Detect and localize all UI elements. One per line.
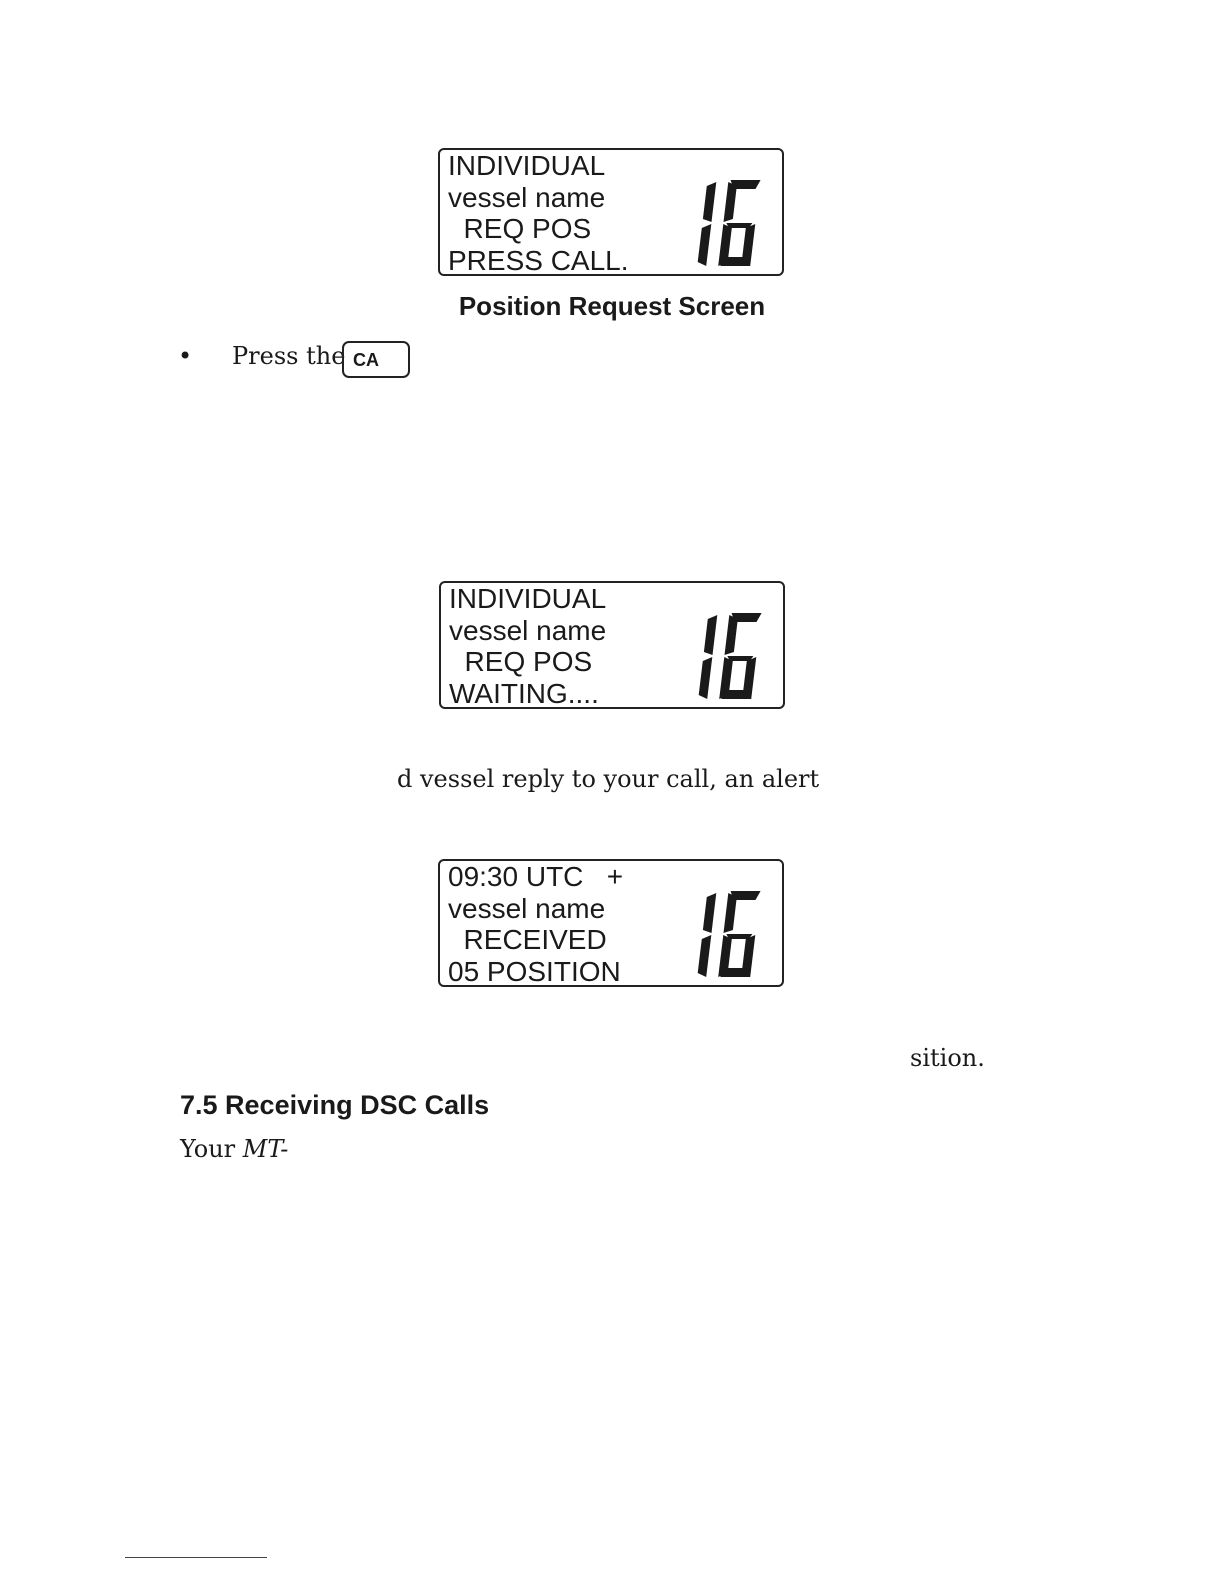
digit-2-segment-c xyxy=(742,224,756,266)
bullet-symbol: • xyxy=(178,342,193,370)
channel-digits xyxy=(686,889,770,981)
digit-2-segment-c xyxy=(743,657,757,699)
body-text: Your xyxy=(180,1135,243,1163)
body-paragraph-start xyxy=(180,1135,288,1163)
channel-digits xyxy=(686,178,770,270)
paragraph-fragment-position: sition. xyxy=(910,1044,985,1072)
lcd-line-2: vessel name xyxy=(448,892,606,924)
digit-2-segment-f xyxy=(724,893,737,933)
footnote-rule xyxy=(125,1557,267,1558)
section-heading: 7.5 Receiving DSC Calls xyxy=(180,1090,490,1120)
lcd-line-4: WAITING.... xyxy=(449,677,599,709)
lcd-line-1: INDIVIDUAL xyxy=(448,150,606,181)
digit-1-segment-c xyxy=(699,657,713,699)
digit-1-segment-c xyxy=(698,224,712,266)
lcd-line-2: vessel name xyxy=(449,614,607,646)
lcd-line-1: 09:30 UTC + xyxy=(448,861,624,892)
digit-2-segment-f xyxy=(724,182,737,222)
call-key-icon: CA xyxy=(342,341,410,378)
digit-2-segment-f xyxy=(725,615,738,655)
channel-digits xyxy=(687,611,771,703)
lcd-received-position-screen xyxy=(438,859,784,987)
model-name: MT- xyxy=(242,1135,289,1163)
lcd-position-request-screen xyxy=(438,148,784,276)
figure-caption: Position Request Screen xyxy=(458,291,766,321)
lcd-line-3: RECEIVED xyxy=(448,924,607,955)
digit-2-segment-c xyxy=(742,935,756,977)
lcd-line-4: 05 POSITION xyxy=(448,955,621,987)
lcd-line-2: vessel name xyxy=(448,181,606,213)
lcd-waiting-screen xyxy=(439,581,785,709)
lcd-line-3: REQ POS xyxy=(449,646,593,677)
digit-1-segment-b xyxy=(704,615,717,655)
lcd-line-3: REQ POS xyxy=(448,213,592,244)
bullet-text: Press the xyxy=(232,342,346,370)
paragraph-fragment-reply: d vessel reply to your call, an alert xyxy=(397,765,820,793)
digit-1-segment-b xyxy=(703,182,716,222)
lcd-line-1: INDIVIDUAL xyxy=(449,583,607,614)
lcd-line-4: PRESS CALL. xyxy=(448,244,629,276)
digit-1-segment-c xyxy=(698,935,712,977)
digit-1-segment-b xyxy=(703,893,716,933)
